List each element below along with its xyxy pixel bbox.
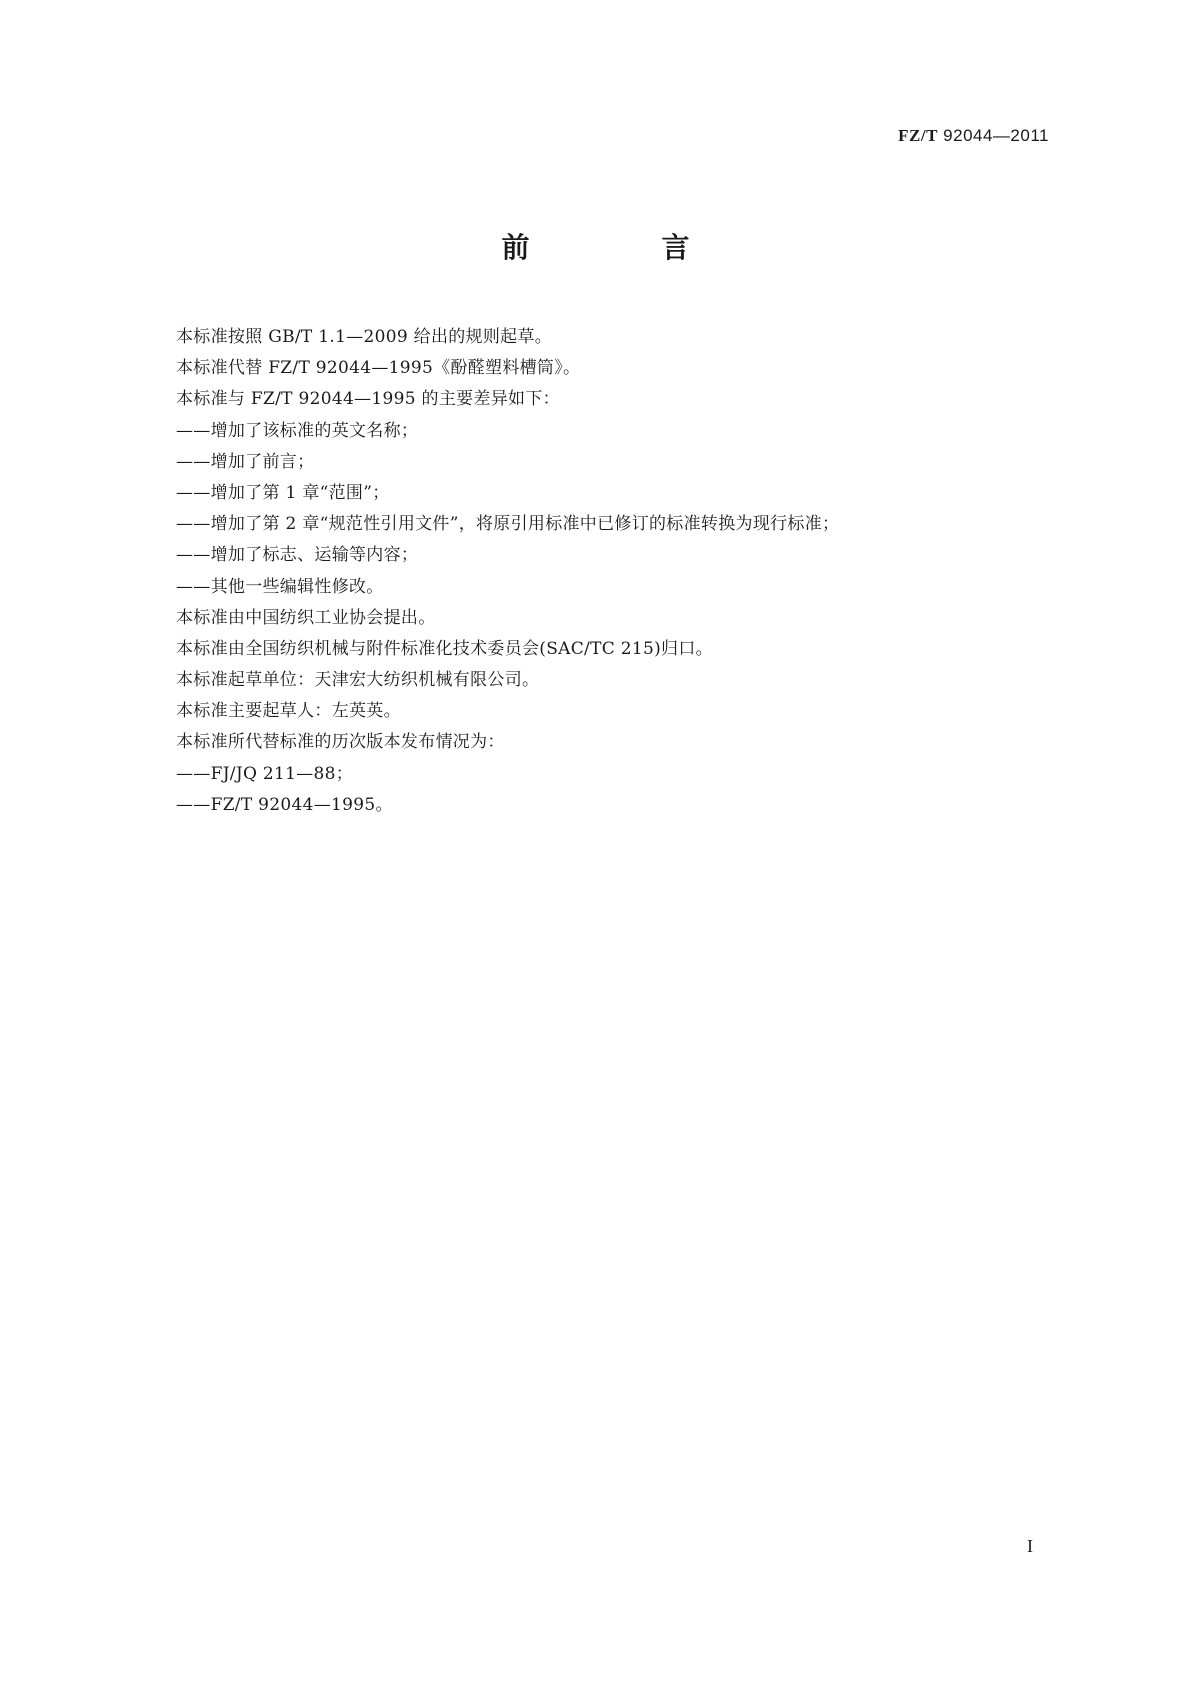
foreword-line: 本标准与 FZ/T 92044—1995 的主要差异如下： xyxy=(176,389,560,410)
foreword-line: ——增加了该标准的英文名称； xyxy=(176,420,419,441)
foreword-line: ——FJ/JQ 211—88； xyxy=(176,763,354,784)
page-title: 前 言 xyxy=(501,231,742,264)
foreword-line: ——其他一些编辑性修改。 xyxy=(176,576,384,597)
foreword-line: ——增加了第 1 章“范围”； xyxy=(176,482,390,503)
foreword-line: 本标准由中国纺织工业协会提出。 xyxy=(176,607,436,628)
foreword-line: ——FZ/T 92044—1995。 xyxy=(176,794,393,815)
foreword-line: 本标准主要起草人：左英英。 xyxy=(176,701,401,722)
document-code-number: 92044—2011 xyxy=(943,126,1049,145)
foreword-body xyxy=(176,322,1056,821)
foreword-line: 本标准代替 FZ/T 92044—1995《酚醛塑料槽筒》。 xyxy=(176,358,581,379)
foreword-line: ——增加了标志、运输等内容； xyxy=(176,545,419,566)
foreword-line: 本标准所代替标准的历次版本发布情况为： xyxy=(176,732,505,753)
foreword-line: 本标准按照 GB/T 1.1—2009 给出的规则起草。 xyxy=(176,327,553,347)
page-number: I xyxy=(1027,1536,1033,1556)
foreword-line: ——增加了第 2 章“规范性引用文件”，将原引用标准中已修订的标准转换为现行标准； xyxy=(176,514,840,535)
foreword-line: 本标准由全国纺织机械与附件标准化技术委员会(SAC/TC 215)归口。 xyxy=(176,638,713,659)
foreword-line: 本标准起草单位：天津宏大纺织机械有限公司。 xyxy=(176,670,540,691)
document-code-prefix: FZ/T xyxy=(898,126,938,145)
document-code xyxy=(898,126,1049,146)
foreword-line: ——增加了前言； xyxy=(176,451,315,472)
